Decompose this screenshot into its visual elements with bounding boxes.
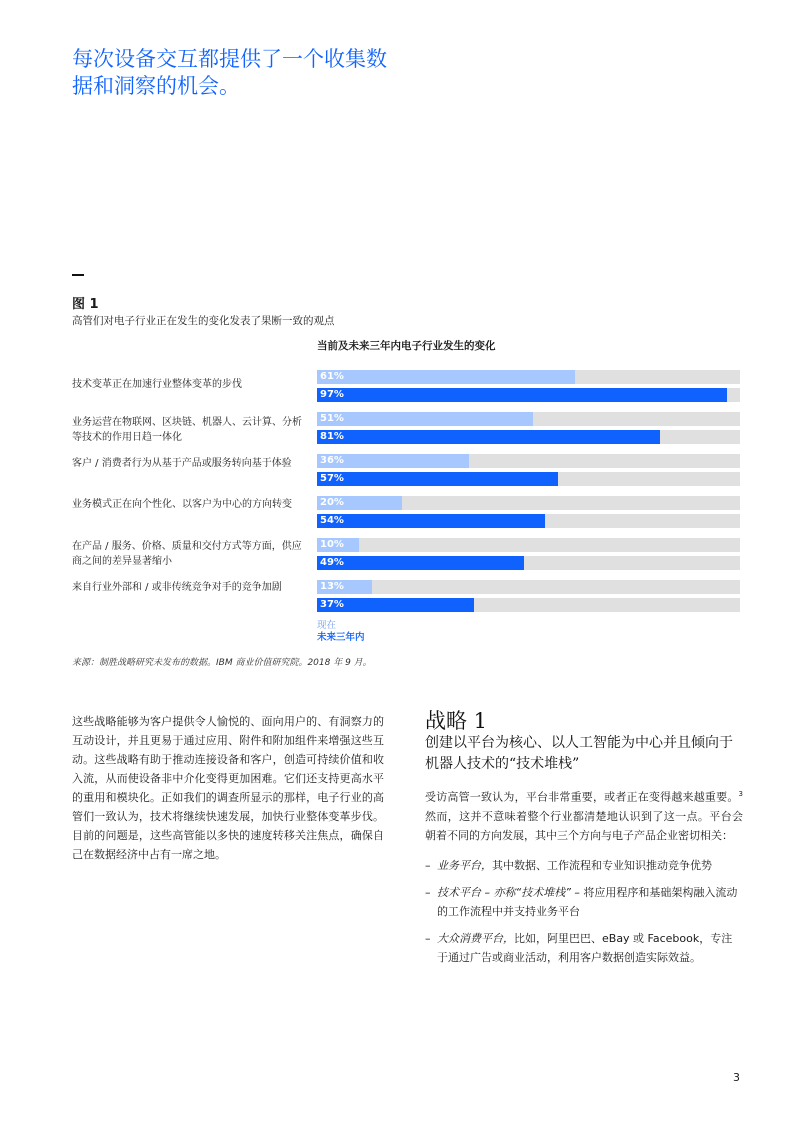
body-text-left: 这些战略能够为客户提供令人愉悦的、面向用户的、有洞察力的互动设计，并且更易于通过应用、附件和附加组件来增强这些互动。这些战略有助于推动连接设备和客户，创造可持续价值和收入流，从而使设备非中介化变得更加困难。它们还支持更高水平的重用和模块化。正如我们的调查所显示的那样，电子行业的高管们一致认为，技术将继续快速发展，加快行业整体变革步伐。目前的问题是，这些高管能以多快的速度转移关注焦点，确保自己在数据经济中占有一席之地。 (72, 715, 384, 861)
bullet-text: 比如，阿里巴巴、eBay 或 Facebook，专注于通过广告或商业活动，利用客户数据创造实际效益。 (437, 932, 733, 964)
bar-track (317, 598, 740, 612)
strategy-title: 战略 1 (425, 709, 488, 733)
bar-value-label: 57% (320, 473, 344, 484)
category-label: 客户 / 消费者行为从基于产品或服务转向基于体验 (72, 458, 292, 469)
bar-track (317, 454, 740, 468)
bullet-emphasis: 业务平台， (437, 859, 492, 872)
bar-track (317, 538, 740, 552)
platform-list (425, 856, 743, 975)
bar-value-label: 51% (320, 413, 344, 424)
strategy-body-after: 然而，这并不意味着整个行业都清楚地认识到了这一点。平台会朝着不同的方向发展，其中三个方向与电子产品企业密切相关： (425, 809, 743, 842)
bar-value-label: 20% (320, 497, 344, 508)
bar-value-label: 49% (320, 557, 344, 568)
source-note: 来源：制胜战略研究未发布的数据。IBM 商业价值研究院。2018 年 9 月。 (72, 658, 372, 668)
page-number: 3 (733, 1071, 740, 1084)
chart-title: 当前及未来三年内电子行业发生的变化 (317, 340, 496, 352)
category-label: 技术变革正在加速行业整体变革的步伐 (72, 379, 242, 390)
bar-track (317, 430, 740, 444)
legend-future: 未来三年内 (317, 632, 365, 643)
bar-value-label: 81% (320, 431, 344, 442)
bar-future (317, 430, 660, 444)
bullet-text: 将应用程序和基础架构融入流动的工作流程中并支持业务平台 (437, 886, 738, 918)
bar-track (317, 472, 740, 486)
bullet-emphasis: 技术平台 – 亦称“技术堆栈” – (437, 886, 580, 899)
bullet-dash: – (425, 859, 431, 872)
bar-value-label: 61% (320, 371, 344, 382)
bar-future (317, 388, 727, 402)
list-item (425, 856, 743, 875)
figure-label: 图 1 (72, 297, 99, 312)
bar-track (317, 514, 740, 528)
bar-track (317, 412, 740, 426)
bar-track (317, 388, 740, 402)
bar-track (317, 496, 740, 510)
bar-value-label: 10% (320, 539, 344, 550)
bar-future (317, 556, 524, 570)
section-divider (72, 274, 84, 276)
bar-track (317, 370, 740, 384)
bullet-emphasis: 大众消费平台， (437, 932, 514, 945)
footnote-ref: 3 (738, 790, 743, 798)
category-label: 来自行业外部和 / 或非传统竞争对手的竞争加剧 (72, 582, 282, 593)
strategy-body-before: 受访高管一致认为，平台非常重要，或者正在变得越来越重要。 (425, 790, 739, 804)
bar-now (317, 412, 533, 426)
bullet-dash: – (425, 932, 431, 945)
bullet-dash: – (425, 886, 431, 899)
strategy-body (425, 785, 743, 845)
category-label: 在产品 / 服务、价格、质量和交付方式等方面，供应商之间的差异显著缩小 (72, 541, 302, 567)
bar-value-label: 37% (320, 599, 344, 610)
category-label: 业务模式正在向个性化、以客户为中心的方向转变 (72, 499, 292, 510)
bullet-text: 其中数据、工作流程和专业知识推动竞争优势 (492, 859, 712, 872)
bar-track (317, 556, 740, 570)
category-label: 业务运营在物联网、区块链、机器人、云计算、分析等技术的作用日趋一体化 (72, 417, 302, 443)
bar-now (317, 370, 575, 384)
bar-value-label: 36% (320, 455, 344, 466)
bar-value-label: 13% (320, 581, 344, 592)
page-headline: 每次设备交互都提供了一个收集数据和洞察的机会。 (72, 47, 387, 98)
bar-future (317, 514, 545, 528)
list-item (425, 883, 743, 921)
bar-track (317, 580, 740, 594)
legend-now: 现在 (317, 620, 337, 631)
strategy-subtitle: 创建以平台为核心、以人工智能为中心并且倾向于机器人技术的“技术堆栈” (425, 735, 733, 772)
figure-caption: 高管们对电子行业正在发生的变化发表了果断一致的观点 (72, 315, 335, 327)
bar-value-label: 97% (320, 389, 344, 400)
bar-value-label: 54% (320, 515, 344, 526)
list-item (425, 929, 743, 967)
bar-future (317, 472, 558, 486)
